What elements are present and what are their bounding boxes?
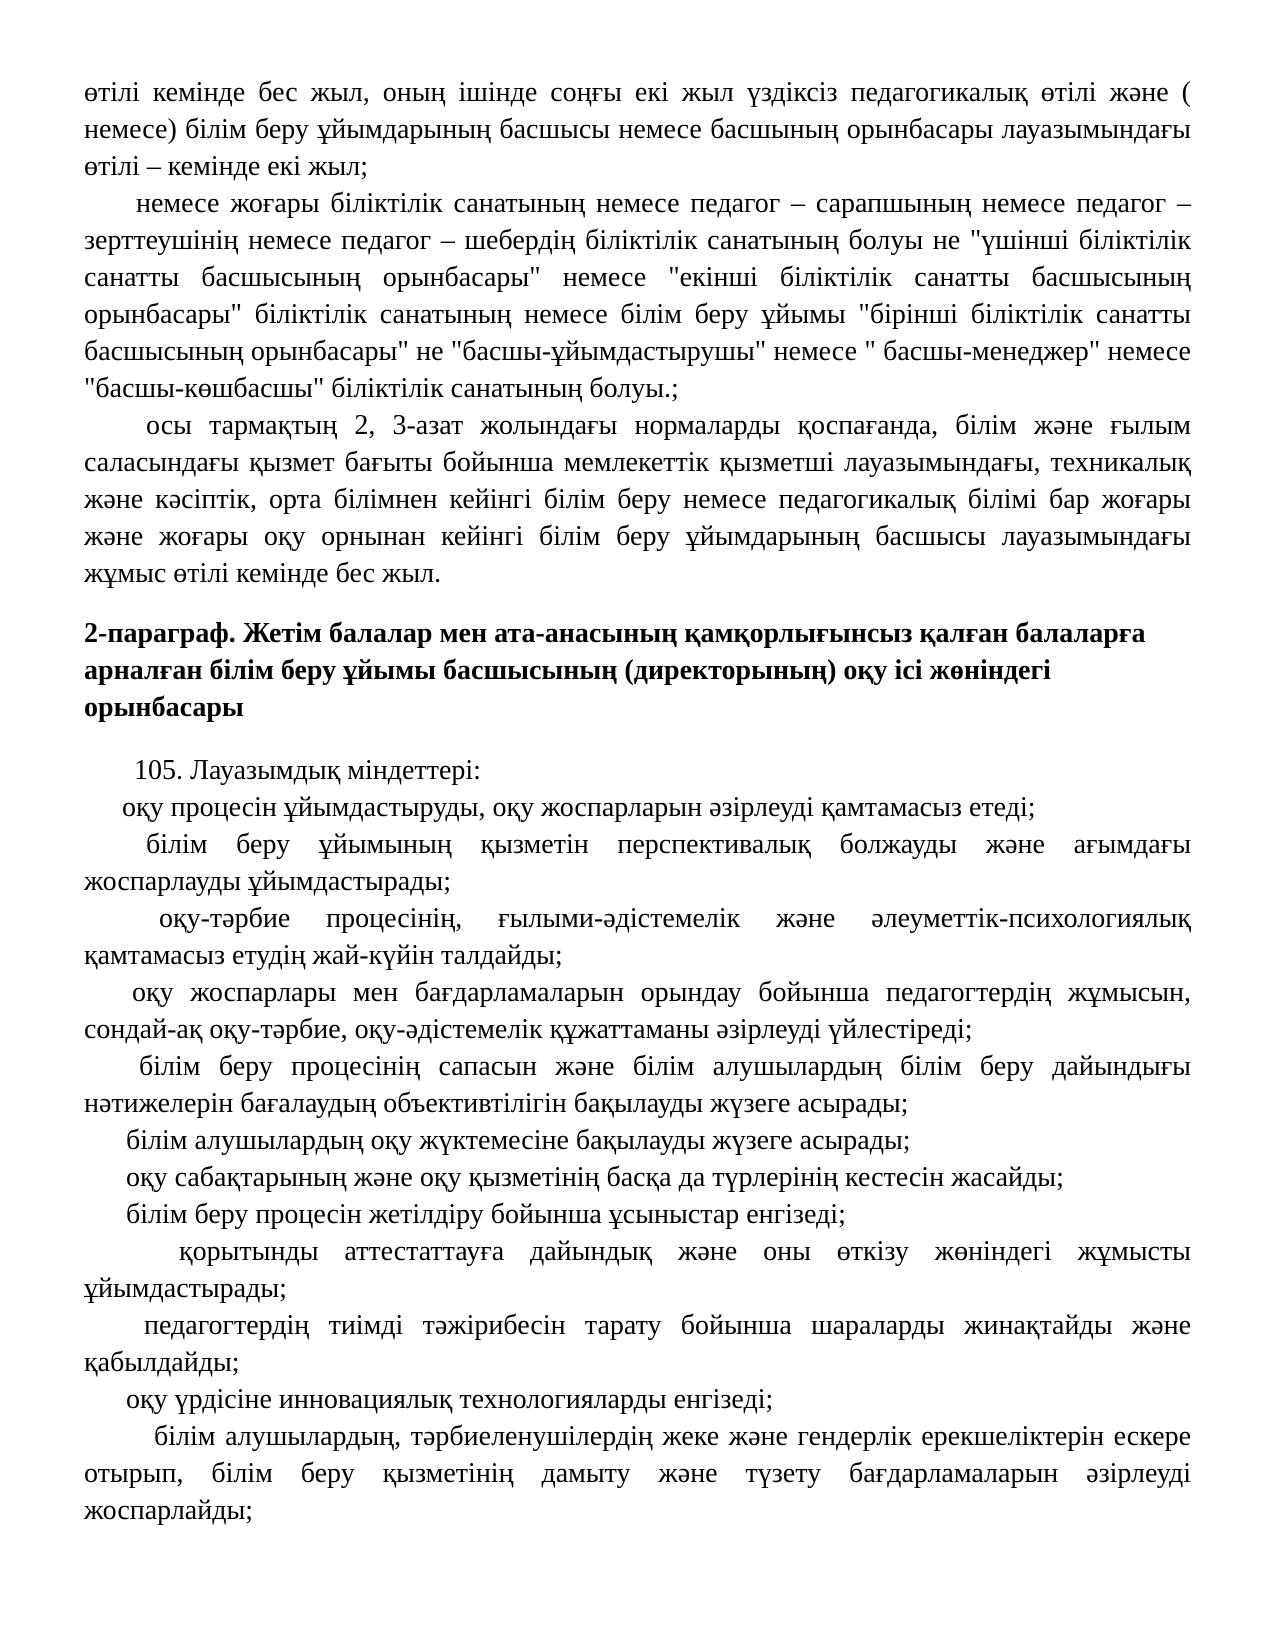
paragraph: білім алушылардың, тәрбиеленушілердің жеке және гендерлік ерекшеліктерін ескере отырып, білім беру қызметінің дамыту және түзету бағдарламаларын әзірлеуді жоспарлайды; [84,1421,1191,1526]
paragraph: білім беру процесінің сапасын және білім алушылардың білім беру дайындығы нәтижелерін бағалаудың объективтілігін бақылауды жүзеге асырады; [84,1051,1191,1119]
paragraph: осы тармақтың 2, 3-азат жолындағы нормаларды қоспағанда, білім және ғылым саласындағы қызмет бағыты бойынша мемлекеттік қызметші лауазымындағы, техникалық және кәсіптік, орта білімнен кейінгі білім беру немесе педагогикалық білімі бар жоғары және жоғары оқу орнынан кейінгі білім беру ұйымдарының басшысы лауазымындағы жұмыс өтілі кемінде бес жыл. [84,410,1191,589]
paragraph: оқу-тәрбие процесінің, ғылыми-әдістемелік және әлеуметтік-психологиялық қамтамасыз етудің жай-күйін талдайды; [84,903,1191,971]
paragraph: өтілі кемінде бес жыл, оның ішінде соңғы екі жыл үздіксіз педагогикалық өтілі және ( немесе) білім беру ұйымдарының басшысы немесе басшының орынбасары лауазымындағы өтілі – кемінде екі жыл; [84,77,1191,182]
paragraph: оқу сабақтарының және оқу қызметінің басқа да түрлерінің кестесін жасайды; [126,1162,1064,1193]
paragraph: білім беру процесін жетілдіру бойынша ұсыныстар енгізеді; [126,1199,846,1230]
paragraph: қорытынды аттестаттауға дайындық және оны өткізу жөніндегі жұмысты ұйымдастырады; [84,1236,1191,1304]
paragraph: оқу жоспарлары мен бағдарламаларын орындау бойынша педагогтердің жұмысын, сондай-ақ оқу-тәрбие, оқу-әдістемелік құжаттаманы әзірлеуді үйлестіреді; [84,977,1191,1045]
section-heading: 2-параграф. Жетім балалар мен ата-анасының қамқорлығынсыз қалған балаларға арналған білім беру ұйымы басшысының (директорының) оқу ісі жөніндегі орынбасары [84,618,1146,723]
paragraph: білім беру ұйымының қызметін перспективалық болжауды және ағымдағы жоспарлауды ұйымдастырады; [84,829,1191,897]
paragraph: оқу процесін ұйымдастыруды, оқу жоспарларын әзірлеуді қамтамасыз етеді; [122,792,1036,823]
paragraph: білім алушылардың оқу жүктемесіне бақылауды жүзеге асырады; [126,1125,911,1156]
paragraph: оқу үрдісіне инновациялық технологияларды енгізеді; [126,1384,774,1415]
document-body [84,74,1191,1529]
paragraph: 105. Лауазымдық міндеттері: [134,755,481,786]
paragraph: немесе жоғары біліктілік санатының немесе педагог – сарапшының немесе педагог – зерттеушінің немесе педагог – шебердің біліктілік санатының болуы не "үшінші біліктілік санатты басшысының орынбасары" немесе "екінші біліктілік санатты басшысының орынбасары" біліктілік санатының немесе білім беру ұйымы "бірінші біліктілік санатты басшысының орынбасары" не "басшы-ұйымдастырушы" немесе " басшы-менеджер" немесе "басшы-көшбасшы" біліктілік санатының болуы.; [84,188,1191,404]
paragraph: педагогтердің тиімді тәжірибесін тарату бойынша шараларды жинақтайды және қабылдайды; [84,1310,1191,1378]
